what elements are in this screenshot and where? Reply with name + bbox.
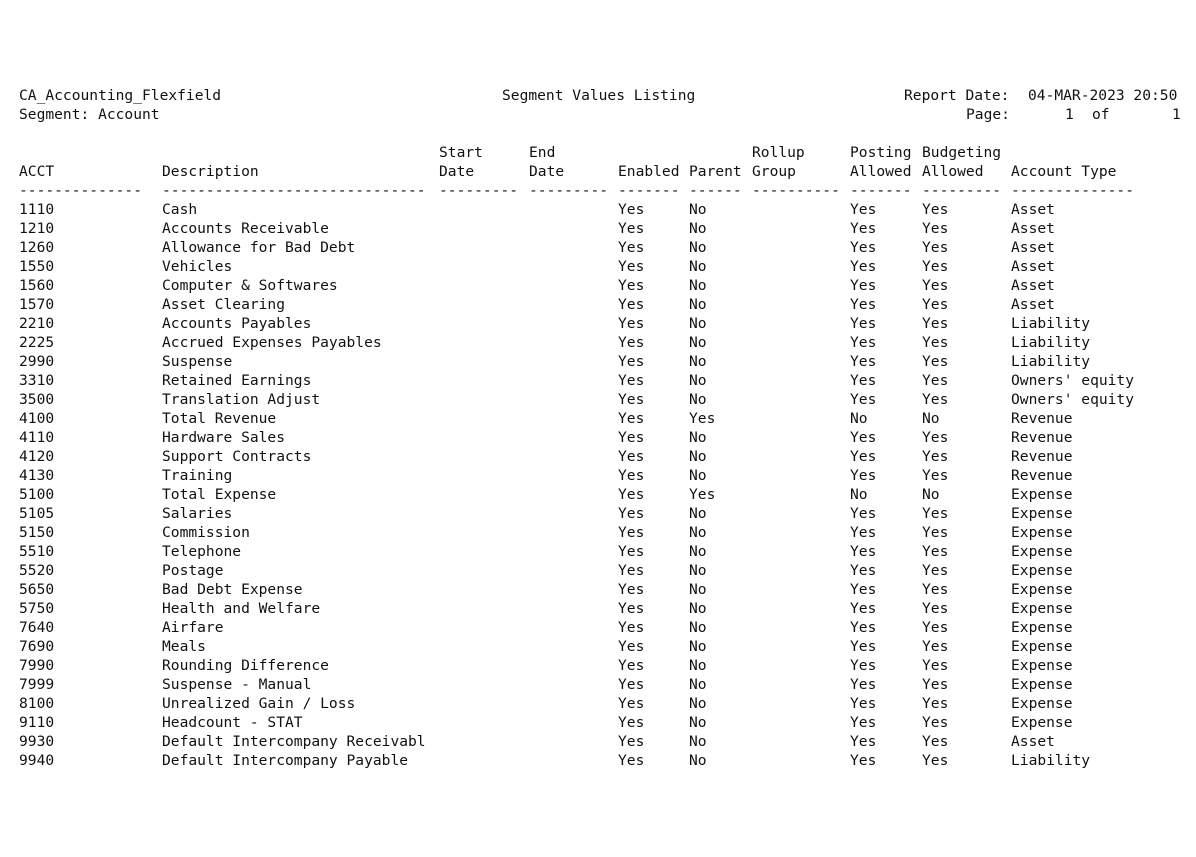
row-description: Rounding Difference <box>162 657 329 674</box>
row-description: Headcount - STAT <box>162 714 303 731</box>
col-end-date-bottom: Date <box>529 163 565 180</box>
col-start-date-top: Start <box>439 144 483 161</box>
row-account-type: Liability <box>1011 752 1091 769</box>
table-row <box>19 276 1189 295</box>
row-posting-allowed: Yes <box>850 372 877 389</box>
row-enabled: Yes <box>618 220 645 237</box>
page-of-label: of <box>1092 106 1110 123</box>
row-account-type: Asset <box>1011 296 1055 313</box>
col-start-date-bottom: Date <box>439 163 475 180</box>
row-budgeting-allowed: Yes <box>922 657 949 674</box>
table-row <box>19 561 1189 580</box>
table-row <box>19 352 1189 371</box>
table-row <box>19 637 1189 656</box>
col-account-type: Account Type <box>1011 163 1117 180</box>
separator-budgeting-allowed: --------- <box>922 182 1002 199</box>
row-parent: No <box>689 524 707 541</box>
row-acct: 2210 <box>19 315 55 332</box>
row-enabled: Yes <box>618 505 645 522</box>
col-budgeting-allowed-bottom: Allowed <box>922 163 984 180</box>
row-account-type: Asset <box>1011 220 1055 237</box>
row-enabled: Yes <box>618 657 645 674</box>
row-posting-allowed: Yes <box>850 505 877 522</box>
row-description: Translation Adjust <box>162 391 321 408</box>
row-parent: Yes <box>689 410 716 427</box>
row-posting-allowed: Yes <box>850 277 877 294</box>
row-enabled: Yes <box>618 600 645 617</box>
page-number: 1 <box>1065 106 1074 123</box>
row-posting-allowed: Yes <box>850 353 877 370</box>
row-posting-allowed: Yes <box>850 562 877 579</box>
row-budgeting-allowed: Yes <box>922 676 949 693</box>
row-parent: No <box>689 581 707 598</box>
row-posting-allowed: Yes <box>850 315 877 332</box>
row-description: Suspense - Manual <box>162 676 312 693</box>
table-row <box>19 447 1189 466</box>
row-description: Suspense <box>162 353 233 370</box>
row-account-type: Expense <box>1011 657 1073 674</box>
table-row <box>19 428 1189 447</box>
row-budgeting-allowed: Yes <box>922 619 949 636</box>
row-parent: No <box>689 676 707 693</box>
table-row <box>19 314 1189 333</box>
row-parent: No <box>689 638 707 655</box>
table-row <box>19 371 1189 390</box>
row-acct: 4110 <box>19 429 55 446</box>
row-budgeting-allowed: Yes <box>922 296 949 313</box>
col-enabled: Enabled <box>618 163 680 180</box>
row-budgeting-allowed: Yes <box>922 505 949 522</box>
row-account-type: Expense <box>1011 676 1073 693</box>
table-row <box>19 656 1189 675</box>
row-acct: 7690 <box>19 638 55 655</box>
row-budgeting-allowed: Yes <box>922 334 949 351</box>
row-enabled: Yes <box>618 752 645 769</box>
row-account-type: Owners' equity <box>1011 391 1135 408</box>
row-acct: 1570 <box>19 296 55 313</box>
row-description: Hardware Sales <box>162 429 286 446</box>
row-enabled: Yes <box>618 277 645 294</box>
row-acct: 5150 <box>19 524 55 541</box>
row-enabled: Yes <box>618 619 645 636</box>
report-header-line-2 <box>19 105 1189 124</box>
row-description: Accounts Payables <box>162 315 312 332</box>
row-account-type: Expense <box>1011 638 1073 655</box>
row-posting-allowed: Yes <box>850 429 877 446</box>
col-posting-allowed-top: Posting <box>850 144 912 161</box>
row-description: Allowance for Bad Debt <box>162 239 356 256</box>
row-posting-allowed: Yes <box>850 657 877 674</box>
row-posting-allowed: Yes <box>850 334 877 351</box>
table-row <box>19 675 1189 694</box>
row-description: Postage <box>162 562 224 579</box>
row-description: Accounts Receivable <box>162 220 329 237</box>
row-acct: 1110 <box>19 201 55 218</box>
separator-end-date: --------- <box>529 182 609 199</box>
row-description: Cash <box>162 201 198 218</box>
page-label: Page: <box>966 106 1010 123</box>
row-acct: 1210 <box>19 220 55 237</box>
row-parent: No <box>689 562 707 579</box>
row-parent: No <box>689 391 707 408</box>
separator-enabled: ------- <box>618 182 680 199</box>
row-budgeting-allowed: No <box>922 486 940 503</box>
row-posting-allowed: Yes <box>850 524 877 541</box>
row-enabled: Yes <box>618 258 645 275</box>
row-budgeting-allowed: Yes <box>922 201 949 218</box>
row-description: Commission <box>162 524 250 541</box>
row-budgeting-allowed: Yes <box>922 429 949 446</box>
row-enabled: Yes <box>618 201 645 218</box>
row-acct: 1260 <box>19 239 55 256</box>
row-acct: 5100 <box>19 486 55 503</box>
table-row <box>19 732 1189 751</box>
row-description: Telephone <box>162 543 242 560</box>
row-enabled: Yes <box>618 543 645 560</box>
row-acct: 4100 <box>19 410 55 427</box>
col-posting-allowed-bottom: Allowed <box>850 163 912 180</box>
row-acct: 7990 <box>19 657 55 674</box>
row-description: Vehicles <box>162 258 233 275</box>
table-row <box>19 200 1189 219</box>
row-posting-allowed: Yes <box>850 201 877 218</box>
row-acct: 5510 <box>19 543 55 560</box>
table-row <box>19 580 1189 599</box>
row-description: Computer & Softwares <box>162 277 338 294</box>
report-date-value: 04-MAR-2023 20:50 <box>1028 87 1178 104</box>
flexfield-name: CA_Accounting_Flexfield <box>19 87 222 104</box>
table-row <box>19 485 1189 504</box>
row-enabled: Yes <box>618 581 645 598</box>
col-acct: ACCT <box>19 163 55 180</box>
row-posting-allowed: Yes <box>850 258 877 275</box>
row-description: Total Revenue <box>162 410 277 427</box>
row-account-type: Liability <box>1011 334 1091 351</box>
row-enabled: Yes <box>618 410 645 427</box>
row-acct: 2225 <box>19 334 55 351</box>
table-row <box>19 333 1189 352</box>
row-parent: No <box>689 733 707 750</box>
separator-start-date: --------- <box>439 182 519 199</box>
row-enabled: Yes <box>618 562 645 579</box>
separator-posting-allowed: ------- <box>850 182 912 199</box>
row-acct: 3500 <box>19 391 55 408</box>
row-account-type: Asset <box>1011 201 1055 218</box>
row-enabled: Yes <box>618 315 645 332</box>
row-parent: No <box>689 315 707 332</box>
row-description: Total Expense <box>162 486 277 503</box>
row-account-type: Asset <box>1011 239 1055 256</box>
row-enabled: Yes <box>618 353 645 370</box>
row-posting-allowed: Yes <box>850 619 877 636</box>
report-date-label: Report Date: <box>904 87 1010 104</box>
col-parent: Parent <box>689 163 742 180</box>
row-account-type: Expense <box>1011 619 1073 636</box>
row-description: Retained Earnings <box>162 372 312 389</box>
column-header-line-1 <box>19 143 1189 162</box>
row-account-type: Expense <box>1011 543 1073 560</box>
table-row <box>19 751 1189 770</box>
row-budgeting-allowed: Yes <box>922 315 949 332</box>
table-row <box>19 523 1189 542</box>
row-enabled: Yes <box>618 638 645 655</box>
row-acct: 2990 <box>19 353 55 370</box>
row-posting-allowed: Yes <box>850 239 877 256</box>
row-budgeting-allowed: Yes <box>922 372 949 389</box>
row-account-type: Revenue <box>1011 467 1073 484</box>
row-acct: 8100 <box>19 695 55 712</box>
row-enabled: Yes <box>618 239 645 256</box>
row-budgeting-allowed: Yes <box>922 543 949 560</box>
row-acct: 7640 <box>19 619 55 636</box>
row-account-type: Asset <box>1011 733 1055 750</box>
row-acct: 9940 <box>19 752 55 769</box>
row-account-type: Asset <box>1011 258 1055 275</box>
row-budgeting-allowed: Yes <box>922 258 949 275</box>
row-enabled: Yes <box>618 296 645 313</box>
row-acct: 5650 <box>19 581 55 598</box>
row-parent: No <box>689 467 707 484</box>
page-total: 1 <box>1172 106 1181 123</box>
row-account-type: Asset <box>1011 277 1055 294</box>
row-enabled: Yes <box>618 467 645 484</box>
row-parent: No <box>689 258 707 275</box>
row-budgeting-allowed: Yes <box>922 524 949 541</box>
row-acct: 5105 <box>19 505 55 522</box>
row-enabled: Yes <box>618 733 645 750</box>
table-row <box>19 390 1189 409</box>
row-enabled: Yes <box>618 448 645 465</box>
row-account-type: Liability <box>1011 353 1091 370</box>
row-parent: No <box>689 657 707 674</box>
row-budgeting-allowed: Yes <box>922 239 949 256</box>
row-budgeting-allowed: Yes <box>922 353 949 370</box>
row-account-type: Expense <box>1011 524 1073 541</box>
row-account-type: Expense <box>1011 505 1073 522</box>
row-parent: No <box>689 372 707 389</box>
row-parent: No <box>689 296 707 313</box>
col-end-date-top: End <box>529 144 556 161</box>
row-acct: 9110 <box>19 714 55 731</box>
row-parent: No <box>689 752 707 769</box>
row-description: Support Contracts <box>162 448 312 465</box>
table-row <box>19 504 1189 523</box>
row-parent: No <box>689 220 707 237</box>
row-account-type: Expense <box>1011 695 1073 712</box>
row-account-type: Revenue <box>1011 429 1073 446</box>
row-account-type: Expense <box>1011 600 1073 617</box>
row-description: Training <box>162 467 233 484</box>
row-parent: No <box>689 429 707 446</box>
row-enabled: Yes <box>618 676 645 693</box>
row-posting-allowed: Yes <box>850 391 877 408</box>
row-parent: No <box>689 714 707 731</box>
row-parent: No <box>689 695 707 712</box>
row-budgeting-allowed: Yes <box>922 562 949 579</box>
header-spacer <box>19 124 1189 143</box>
table-row <box>19 618 1189 637</box>
row-account-type: Revenue <box>1011 410 1073 427</box>
row-posting-allowed: Yes <box>850 714 877 731</box>
row-description: Meals <box>162 638 206 655</box>
row-budgeting-allowed: Yes <box>922 752 949 769</box>
segment-values-report <box>19 86 1189 770</box>
table-row <box>19 713 1189 732</box>
row-account-type: Owners' equity <box>1011 372 1135 389</box>
row-budgeting-allowed: Yes <box>922 581 949 598</box>
row-acct: 5750 <box>19 600 55 617</box>
row-description: Salaries <box>162 505 233 522</box>
table-row <box>19 409 1189 428</box>
row-account-type: Revenue <box>1011 448 1073 465</box>
separator-rollup-group: ---------- <box>752 182 840 199</box>
row-account-type: Expense <box>1011 486 1073 503</box>
row-budgeting-allowed: Yes <box>922 733 949 750</box>
row-posting-allowed: Yes <box>850 752 877 769</box>
table-row <box>19 599 1189 618</box>
row-description: Default Intercompany Receivabl <box>162 733 426 750</box>
row-account-type: Liability <box>1011 315 1091 332</box>
row-parent: No <box>689 619 707 636</box>
row-description: Airfare <box>162 619 224 636</box>
table-row <box>19 238 1189 257</box>
row-budgeting-allowed: Yes <box>922 448 949 465</box>
row-posting-allowed: Yes <box>850 448 877 465</box>
row-parent: No <box>689 277 707 294</box>
col-budgeting-allowed-top: Budgeting <box>922 144 1002 161</box>
row-posting-allowed: No <box>850 486 868 503</box>
row-description: Bad Debt Expense <box>162 581 303 598</box>
table-row <box>19 542 1189 561</box>
row-account-type: Expense <box>1011 714 1073 731</box>
table-row <box>19 466 1189 485</box>
row-acct: 1560 <box>19 277 55 294</box>
row-description: Asset Clearing <box>162 296 286 313</box>
row-enabled: Yes <box>618 372 645 389</box>
separator-description: ------------------------------ <box>162 182 426 199</box>
row-posting-allowed: Yes <box>850 581 877 598</box>
table-row <box>19 219 1189 238</box>
report-title: Segment Values Listing <box>502 87 696 104</box>
segment-value-rows <box>19 200 1189 770</box>
row-budgeting-allowed: Yes <box>922 391 949 408</box>
row-acct: 3310 <box>19 372 55 389</box>
row-budgeting-allowed: No <box>922 410 940 427</box>
table-row <box>19 257 1189 276</box>
row-posting-allowed: Yes <box>850 296 877 313</box>
row-acct: 4130 <box>19 467 55 484</box>
row-parent: Yes <box>689 486 716 503</box>
row-acct: 4120 <box>19 448 55 465</box>
row-enabled: Yes <box>618 714 645 731</box>
report-header-line-1 <box>19 86 1189 105</box>
row-description: Health and Welfare <box>162 600 321 617</box>
row-budgeting-allowed: Yes <box>922 714 949 731</box>
row-description: Unrealized Gain / Loss <box>162 695 356 712</box>
row-posting-allowed: Yes <box>850 676 877 693</box>
row-budgeting-allowed: Yes <box>922 277 949 294</box>
separator-parent: ------ <box>689 182 742 199</box>
row-enabled: Yes <box>618 524 645 541</box>
separator-account-type: -------------- <box>1011 182 1135 199</box>
row-enabled: Yes <box>618 695 645 712</box>
row-enabled: Yes <box>618 391 645 408</box>
row-posting-allowed: Yes <box>850 695 877 712</box>
row-account-type: Expense <box>1011 581 1073 598</box>
row-budgeting-allowed: Yes <box>922 600 949 617</box>
segment-name: Segment: Account <box>19 106 160 123</box>
row-posting-allowed: Yes <box>850 600 877 617</box>
row-enabled: Yes <box>618 486 645 503</box>
row-description: Accrued Expenses Payables <box>162 334 382 351</box>
row-budgeting-allowed: Yes <box>922 467 949 484</box>
row-parent: No <box>689 505 707 522</box>
row-acct: 9930 <box>19 733 55 750</box>
col-rollup-group-bottom: Group <box>752 163 796 180</box>
row-budgeting-allowed: Yes <box>922 220 949 237</box>
column-header-line-2 <box>19 162 1189 181</box>
table-row <box>19 295 1189 314</box>
row-parent: No <box>689 353 707 370</box>
row-parent: No <box>689 448 707 465</box>
separator-acct: -------------- <box>19 182 143 199</box>
row-budgeting-allowed: Yes <box>922 695 949 712</box>
row-account-type: Expense <box>1011 562 1073 579</box>
row-posting-allowed: Yes <box>850 543 877 560</box>
row-posting-allowed: Yes <box>850 467 877 484</box>
col-rollup-group-top: Rollup <box>752 144 805 161</box>
row-enabled: Yes <box>618 429 645 446</box>
row-parent: No <box>689 239 707 256</box>
row-parent: No <box>689 543 707 560</box>
row-parent: No <box>689 201 707 218</box>
row-posting-allowed: Yes <box>850 733 877 750</box>
row-enabled: Yes <box>618 334 645 351</box>
row-parent: No <box>689 334 707 351</box>
row-acct: 1550 <box>19 258 55 275</box>
row-parent: No <box>689 600 707 617</box>
row-acct: 7999 <box>19 676 55 693</box>
row-posting-allowed: Yes <box>850 220 877 237</box>
col-description: Description <box>162 163 259 180</box>
row-posting-allowed: Yes <box>850 638 877 655</box>
row-budgeting-allowed: Yes <box>922 638 949 655</box>
row-acct: 5520 <box>19 562 55 579</box>
table-row <box>19 694 1189 713</box>
row-description: Default Intercompany Payable <box>162 752 409 769</box>
column-separator-line <box>19 181 1189 200</box>
row-posting-allowed: No <box>850 410 868 427</box>
